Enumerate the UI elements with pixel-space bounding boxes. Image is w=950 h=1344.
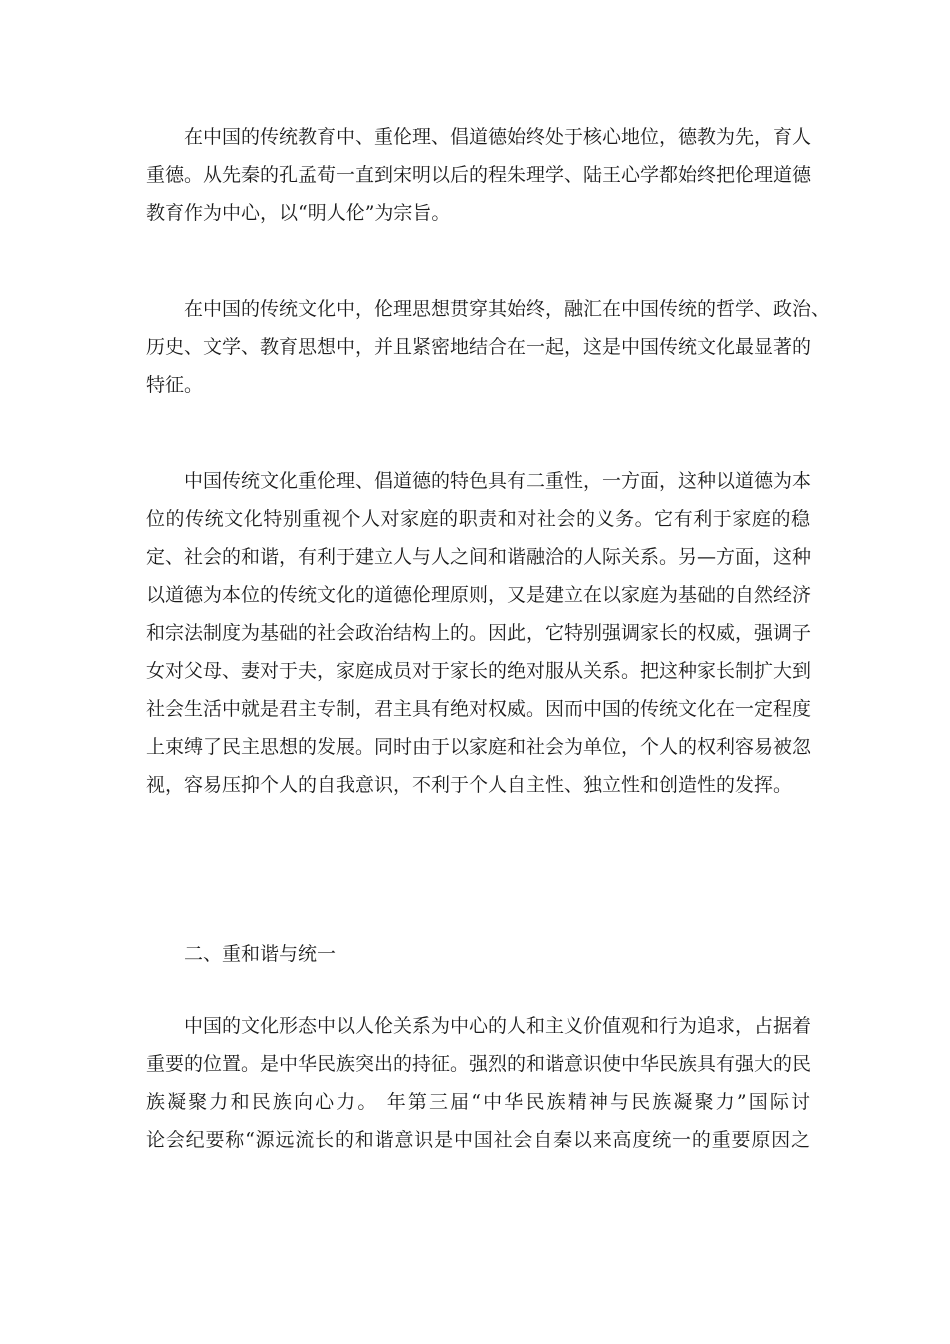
paragraph-2 <box>146 290 831 404</box>
paragraph-line: 女对父母、妻对于夫，家庭成员对于家长的绝对服从关系。把这种家长制扩大到 <box>146 660 812 682</box>
paragraph-line: 和宗法制度为基础的社会政治结构上的。因此，它特别强调家长的权威，强调子 <box>146 622 812 644</box>
section-heading <box>146 935 810 973</box>
paragraph-line: 重要的位置。是中华民族突出的持征。强烈的和谐意识使中华民族具有强大的民 <box>146 1053 812 1075</box>
paragraph-line: 论会纪要称“源远流长的和谐意识是中国社会自秦以来高度统一的重要原因之 <box>146 1129 810 1151</box>
paragraph-line: 社会生活中就是君主专制，君主具有绝对权威。因而中国的传统文化在一定程度 <box>146 698 812 720</box>
section-heading-text: 二、重和谐与统一 <box>184 943 337 965</box>
paragraph-line: 位的传统文化特别重视个人对家庭的职责和对社会的义务。它有利于家庭的稳 <box>146 508 810 530</box>
paragraph-line: 教育作为中心，以“明人伦”为宗旨。 <box>146 202 451 224</box>
paragraph-1 <box>146 118 810 232</box>
paragraph-line: 定、社会的和谐，有利于建立人与人之间和谐融洽的人际关系。另—方面，这种 <box>146 546 812 568</box>
paragraph-line: 族凝聚力和民族向心力。 年第三届“中华民族精神与民族凝聚力”国际讨 <box>146 1091 810 1113</box>
paragraph-line: 重德。从先秦的孔孟荀一直到宋明以后的程朱理学、陆王心学都始终把伦理道德 <box>146 164 812 186</box>
paragraph-line: 视，容易压抑个人的自我意识，不利于个人自主性、独立性和创造性的发挥。 <box>146 774 793 796</box>
paragraph-line: 以道德为本位的传统文化的道德伦理原则，又是建立在以家庭为基础的自然经济 <box>146 584 812 606</box>
paragraph-line: 特征。 <box>146 374 204 396</box>
paragraph-3 <box>146 462 810 804</box>
paragraph-5 <box>146 1007 810 1159</box>
paragraph-line: 在中国的传统教育中、重伦理、倡道德始终处于核心地位，德教为先，育人 <box>184 126 812 148</box>
paragraph-line: 历史、文学、教育思想中，并且紧密地结合在一起，这是中国传统文化最显著的 <box>146 336 812 358</box>
paragraph-line: 在中国的传统文化中，伦理思想贯穿其始终，融汇在中国传统的哲学、政治、 <box>184 298 831 320</box>
paragraph-line: 上束缚了民主思想的发展。同时由于以家庭和社会为单位，个人的权利容易被忽 <box>146 736 812 758</box>
paragraph-line: 中国的文化形态中以人伦关系为中心的人和主义价值观和行为追求，占据着 <box>184 1015 812 1037</box>
paragraph-line: 中国传统文化重伦理、倡道德的特色具有二重性，一方面，这种以道德为本 <box>184 470 812 492</box>
